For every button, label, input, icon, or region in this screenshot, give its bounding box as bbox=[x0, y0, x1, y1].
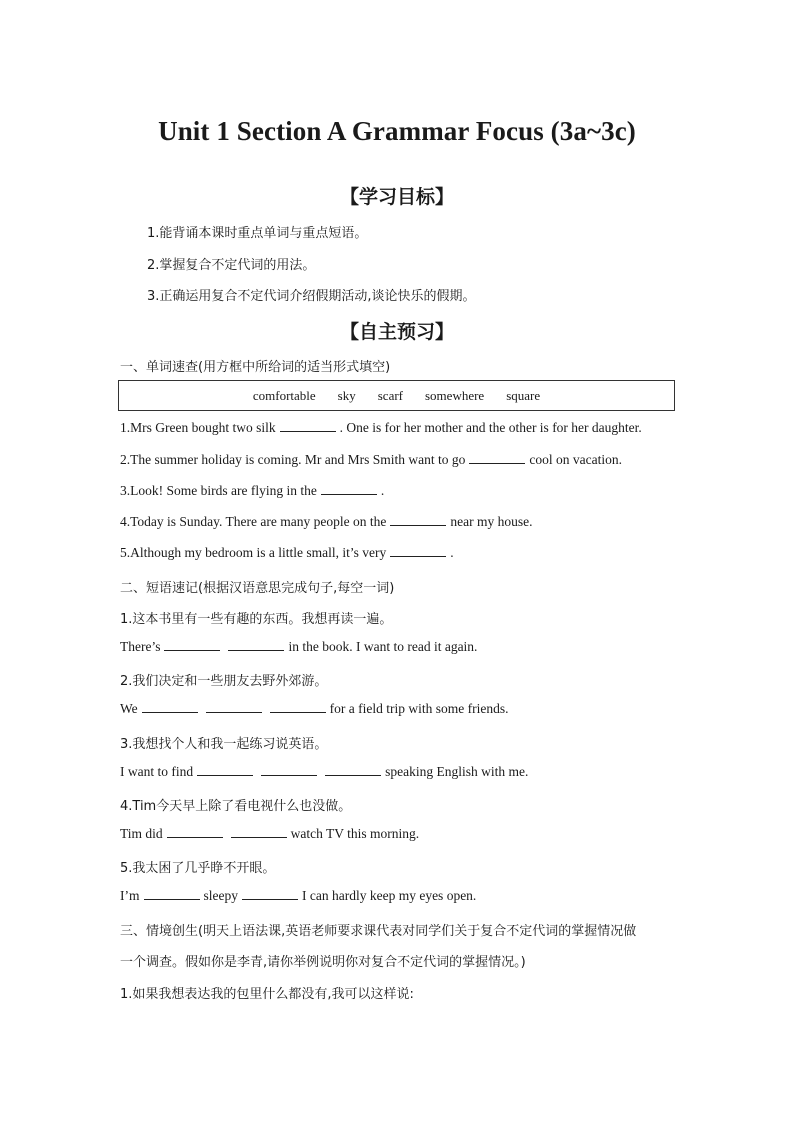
part3-question-1: 1.如果我想表达我的包里什么都没有,我可以这样说: bbox=[120, 987, 414, 1002]
part3-instruction-line-1: 三、情境创生(明天上语法课,英语老师要求课代表对同学们关于复合不定代词的掌握情况做 bbox=[120, 924, 637, 939]
answer-blank[interactable] bbox=[242, 888, 298, 900]
q-text: 3.Look! Some birds are flying in the bbox=[120, 483, 317, 498]
part1-question-4 bbox=[120, 514, 532, 530]
answer-blank[interactable] bbox=[390, 514, 446, 526]
answer-blank[interactable] bbox=[206, 701, 262, 713]
part2-question-2 bbox=[120, 701, 509, 717]
word-2: sky bbox=[337, 387, 356, 403]
answer-blank[interactable] bbox=[167, 826, 223, 838]
answer-blank[interactable] bbox=[144, 888, 200, 900]
answer-blank[interactable] bbox=[261, 764, 317, 776]
word-3: scarf bbox=[377, 387, 403, 403]
part2-question-5 bbox=[120, 888, 476, 904]
part2-question-1-cn: 1.这本书里有一些有趣的东西。我想再读一遍。 bbox=[120, 612, 393, 627]
q-text: 5.Although my bedroom is a little small, it’s very bbox=[120, 545, 387, 560]
answer-blank[interactable] bbox=[325, 764, 381, 776]
answer-blank[interactable] bbox=[231, 826, 287, 838]
q-text: speaking English with me. bbox=[385, 764, 529, 779]
word-5: square bbox=[506, 387, 541, 403]
q-text: I want to find bbox=[120, 764, 194, 779]
answer-blank[interactable] bbox=[164, 639, 220, 651]
q-text: watch TV this morning. bbox=[290, 826, 420, 841]
answer-blank[interactable] bbox=[228, 639, 284, 651]
q-text: . bbox=[380, 483, 385, 498]
word-1: comfortable bbox=[252, 387, 316, 403]
q-text: . bbox=[450, 545, 454, 560]
part3-instruction-line-2: 一个调查。假如你是李青,请你举例说明你对复合不定代词的掌握情况。) bbox=[120, 955, 526, 970]
part2-question-4 bbox=[120, 826, 419, 842]
part2-instruction: 二、短语速记(根据汉语意思完成句子,每空一词) bbox=[120, 581, 395, 596]
goal-item-3: 3.正确运用复合不定代词介绍假期活动,谈论快乐的假期。 bbox=[147, 289, 476, 304]
page-title: Unit 1 Section A Grammar Focus (3a~3c) bbox=[158, 116, 636, 146]
answer-blank[interactable] bbox=[270, 701, 326, 713]
goals-heading: 【学习目标】 bbox=[339, 186, 454, 208]
q-text: 1.Mrs Green bought two silk bbox=[120, 420, 276, 435]
q-text: sleepy bbox=[203, 888, 238, 903]
part1-question-1 bbox=[120, 420, 642, 436]
q-text: in the book. I want to read it again. bbox=[288, 639, 478, 654]
q-text: We bbox=[120, 701, 138, 716]
q-text: There’s bbox=[120, 639, 161, 654]
q-text: 4.Today is Sunday. There are many people on the bbox=[120, 514, 387, 529]
q-text: 2.The summer holiday is coming. Mr and Mrs Smith want to go bbox=[120, 452, 466, 467]
word-box bbox=[118, 380, 675, 411]
answer-blank[interactable] bbox=[469, 452, 525, 464]
q-text: for a field trip with some friends. bbox=[329, 701, 509, 716]
answer-blank[interactable] bbox=[390, 545, 446, 557]
answer-blank[interactable] bbox=[280, 420, 336, 432]
q-text: cool on vacation. bbox=[529, 452, 622, 467]
q-text: Tim did bbox=[120, 826, 163, 841]
part1-question-2 bbox=[120, 452, 622, 468]
part2-question-2-cn: 2.我们决定和一些朋友去野外郊游。 bbox=[120, 674, 328, 689]
goal-item-2: 2.掌握复合不定代词的用法。 bbox=[147, 258, 316, 273]
answer-blank[interactable] bbox=[321, 483, 377, 495]
word-4: somewhere bbox=[425, 387, 485, 403]
q-text: near my house. bbox=[450, 514, 533, 529]
part2-question-3-cn: 3.我想找个人和我一起练习说英语。 bbox=[120, 737, 328, 752]
answer-blank[interactable] bbox=[197, 764, 253, 776]
part2-question-3 bbox=[120, 764, 528, 780]
goal-item-1: 1.能背诵本课时重点单词与重点短语。 bbox=[147, 226, 368, 241]
q-text: . One is for her mother and the other is for her daughter. bbox=[339, 420, 642, 435]
part2-question-5-cn: 5.我太困了几乎睁不开眼。 bbox=[120, 861, 276, 876]
q-text: I can hardly keep my eyes open. bbox=[302, 888, 477, 903]
part1-instruction: 一、单词速查(用方框中所给词的适当形式填空) bbox=[120, 360, 391, 375]
answer-blank[interactable] bbox=[142, 701, 198, 713]
part1-question-5 bbox=[120, 545, 454, 561]
part2-question-4-cn: 4.Tim今天早上除了看电视什么也没做。 bbox=[120, 799, 352, 814]
part1-question-3 bbox=[120, 483, 384, 499]
preview-heading: 【自主预习】 bbox=[339, 321, 454, 343]
q-text: I’m bbox=[120, 888, 140, 903]
part2-question-1 bbox=[120, 639, 477, 655]
